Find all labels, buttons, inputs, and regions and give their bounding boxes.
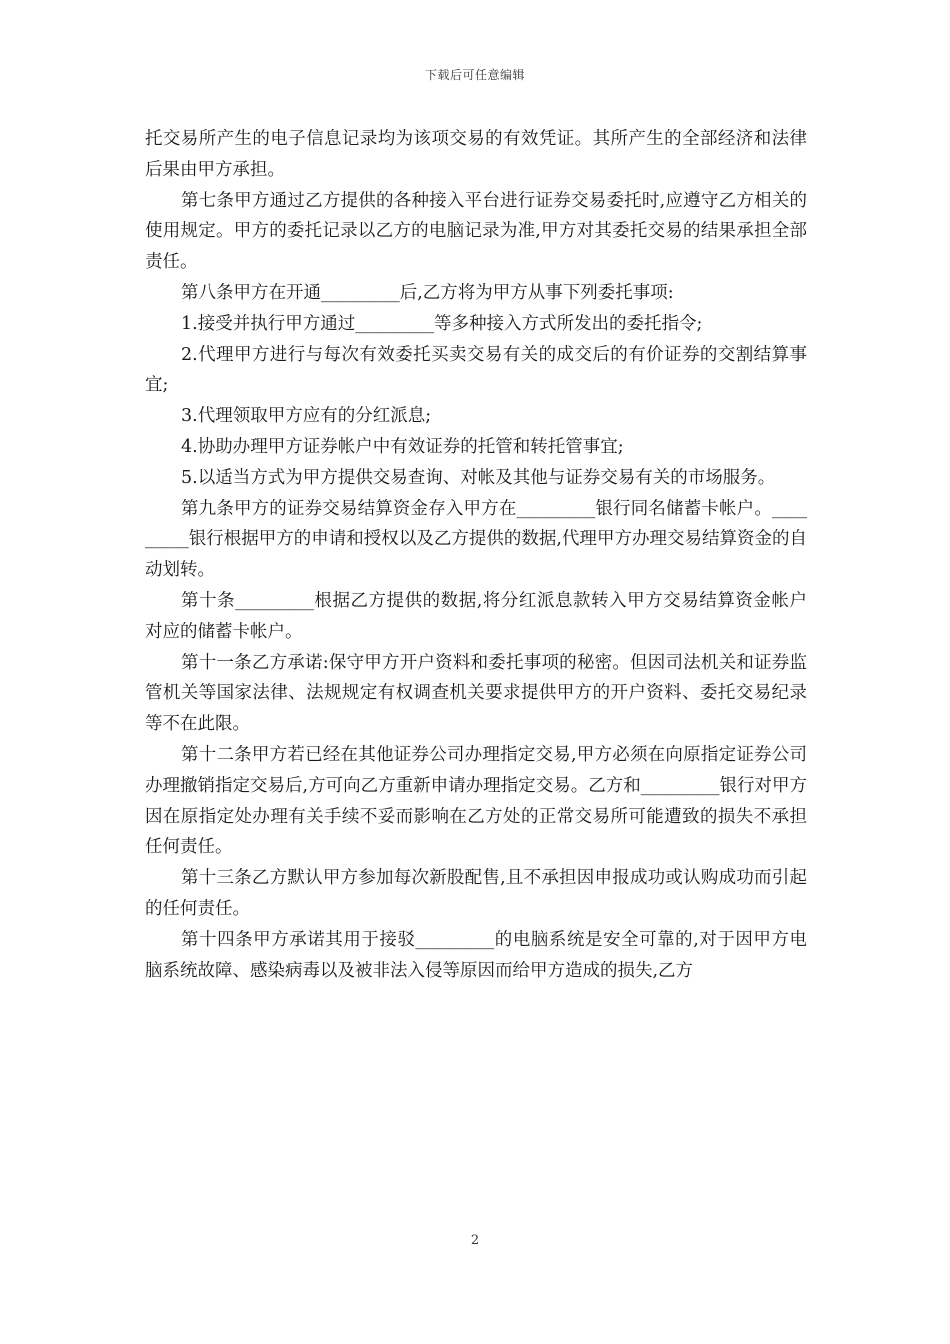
page-header: 下载后可任意编辑 xyxy=(424,68,525,82)
paragraph-article-13: 第十三条乙方默认甲方参加每次新股配售,且不承担因申报成功或认购成功而引起的任何责任。 xyxy=(145,868,807,919)
list-item-4: 4.协助办理甲方证券帐户中有效证券的托管和转托管事宜; xyxy=(181,436,624,457)
paragraph-article-7: 第七条甲方通过乙方提供的各种接入平台进行证券交易委托时,应遵守乙方相关的使用规定。甲方的委托记录以乙方的电脑记录为准,甲方对其委托交易的结果承担全部责任。 xyxy=(145,190,807,273)
page-number: 2 xyxy=(470,1233,480,1248)
list-item-1: 1.接受并执行甲方通过_________等多种接入方式所发出的委托指令; xyxy=(181,313,703,334)
paragraph-article-12: 第十二条甲方若已经在其他证券公司办理指定交易,甲方必须在向原指定证券公司办理撤销指定交易后,方可向乙方重新申请办理指定交易。乙方和_________银行对甲方因在原指定处办理有关手续不妥而影响在乙方处的正常交易所可能遭致的损失不承担任何责任。 xyxy=(145,744,807,858)
paragraph-article-8: 第八条甲方在开通_________后,乙方将为甲方从事下列委托事项: xyxy=(181,282,674,303)
list-item-2: 2.代理甲方进行与每次有效委托买卖交易有关的成交后的有价证券的交割结算事宜; xyxy=(145,344,807,396)
list-item-5: 5.以适当方式为甲方提供交易查询、对帐及其他与证券交易有关的市场服务。 xyxy=(181,467,776,488)
paragraph-article-14: 第十四条甲方承诺其用于接驳_________的电脑系统是安全可靠的,对于因甲方电脑系统故障、感染病毒以及被非法入侵等原因而给甲方造成的损失,乙方 xyxy=(145,929,807,981)
paragraph-continuation: 托交易所产生的电子信息记录均为该项交易的有效凭证。其所产生的全部经济和法律后果由甲方承担。 xyxy=(145,129,807,180)
paragraph-article-10: 第十条_________根据乙方提供的数据,将分红派息款转入甲方交易结算资金帐户对应的储蓄卡帐户。 xyxy=(145,590,807,642)
paragraph-article-11: 第十一条乙方承诺:保守甲方开户资料和委托事项的秘密。但因司法机关和证券监管机关等国家法律、法规规定有权调查机关要求提供甲方的开户资料、委托交易纪录等不在此限。 xyxy=(145,652,807,735)
document-body xyxy=(145,124,807,986)
paragraph-article-9: 第九条甲方的证券交易结算资金存入甲方在_________银行同名储蓄卡帐户。_________银行根据甲方的申请和授权以及乙方提供的数据,代理甲方办理交易结算资金的自动划转。 xyxy=(145,498,807,581)
list-item-3: 3.代理领取甲方应有的分红派息; xyxy=(181,406,432,427)
